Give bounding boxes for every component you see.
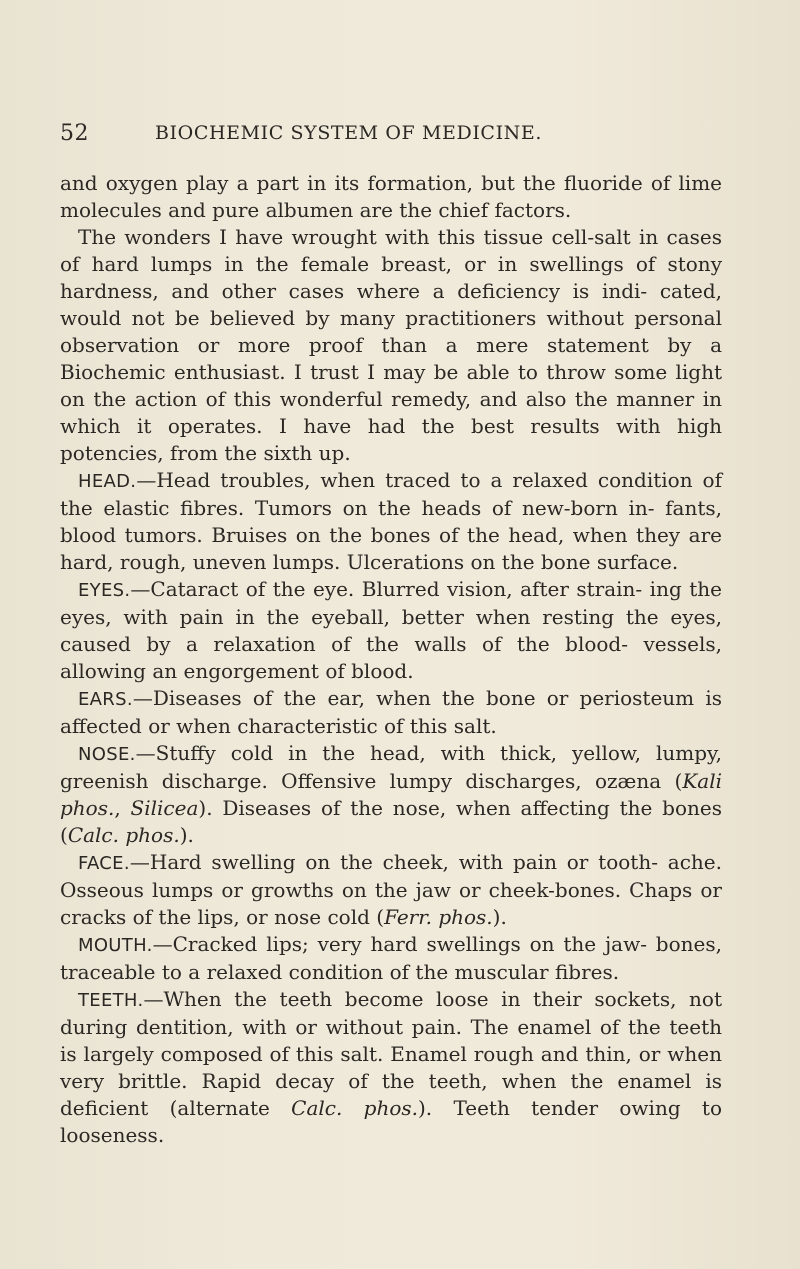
section-nose — [60, 740, 722, 849]
section-eyes — [60, 576, 722, 685]
section-text-face-end: ). — [492, 905, 507, 929]
continuation-paragraph: and oxygen play a part in its formation, but the fluoride of lime molecules and pure albumen are the chief factors. — [60, 171, 722, 222]
remedy-reference: Silicea — [130, 796, 199, 820]
remedy-reference: Ferr. phos. — [384, 905, 493, 929]
remedy-reference: Calc. phos. — [291, 1096, 418, 1120]
page-header — [60, 121, 720, 151]
separator: , — [114, 796, 131, 820]
section-teeth — [60, 986, 722, 1149]
page-number: 52 — [60, 121, 89, 146]
section-text-nose-end: ). — [179, 823, 194, 847]
intro-paragraph: The wonders I have wrought with this tissue cell-salt in cases of hard lumps in the female breast, or in swellings of stony hardness, and other cases where a deficiency is indi- cated, would not be believed by many practitioners without personal observation or more proof than a mere statement by a Biochemic enthusiast. I trust I may be able to throw some light on the action of this wonderful remedy, and also the manner in which it operates. I have had the best results with high potencies, from the sixth up. — [60, 225, 722, 465]
section-text-teeth-end: ). Teeth tender owing to looseness. — [60, 1096, 722, 1147]
running-title: BIOCHEMIC SYSTEM OF MEDICINE. — [155, 122, 543, 144]
section-heading-ears: EARS. — [78, 689, 133, 710]
section-text-face: —Hard swelling on the cheek, with pain or tooth- ache. Osseous lumps or growths on the jaw or cheek-bones. Chaps or cracks of the lips, or nose cold ( — [60, 850, 722, 929]
section-mouth — [60, 931, 722, 986]
section-text-teeth: —When the teeth become loose in their sockets, not during dentition, with or without pain. The enamel of the teeth is largely composed of this salt. Enamel rough and thin, or when very brittle. Rapid decay of the teeth, when the enamel is deficient (alternate — [60, 987, 722, 1120]
section-heading-nose: NOSE. — [78, 744, 136, 765]
section-text-head: —Head troubles, when traced to a relaxed condition of the elastic fibres. Tumors on the heads of new-born in- fants, blood tumors. Bruises on the bones of the head, when they are hard, rough, uneven lumps. Ulcerations on the bone surface. — [60, 468, 722, 574]
section-text-eyes: —Cataract of the eye. Blurred vision, after strain- ing the eyes, with pain in the eyeball, better when resting the eyes, caused by a relaxation of the walls of the blood- vessels, allowing an engorgement of blood. — [60, 577, 722, 683]
section-ears — [60, 685, 722, 740]
section-heading-eyes: EYES. — [78, 580, 131, 601]
body-text — [60, 170, 722, 1149]
section-heading-head: HEAD. — [78, 471, 137, 492]
remedy-reference: Kali phos. — [60, 769, 722, 820]
section-heading-teeth: TEETH. — [78, 990, 144, 1011]
remedy-reference: Calc. phos. — [67, 823, 180, 847]
section-head — [60, 467, 722, 576]
section-heading-mouth: MOUTH. — [78, 935, 153, 956]
section-text-mouth: —Cracked lips; very hard swellings on the jaw- bones, traceable to a relaxed condition of the muscular fibres. — [60, 932, 722, 984]
section-text-ears: —Diseases of the ear, when the bone or periosteum is affected or when characteristic of this salt. — [60, 686, 722, 738]
section-text-nose: —Stuffy cold in the head, with thick, yellow, lumpy, greenish discharge. Offensive lumpy discharges, ozæna ( — [60, 741, 722, 793]
section-face — [60, 849, 722, 931]
section-text-nose-cont: ). Diseases of the nose, when affecting the bones ( — [60, 796, 722, 847]
section-heading-face: FACE. — [78, 853, 130, 874]
